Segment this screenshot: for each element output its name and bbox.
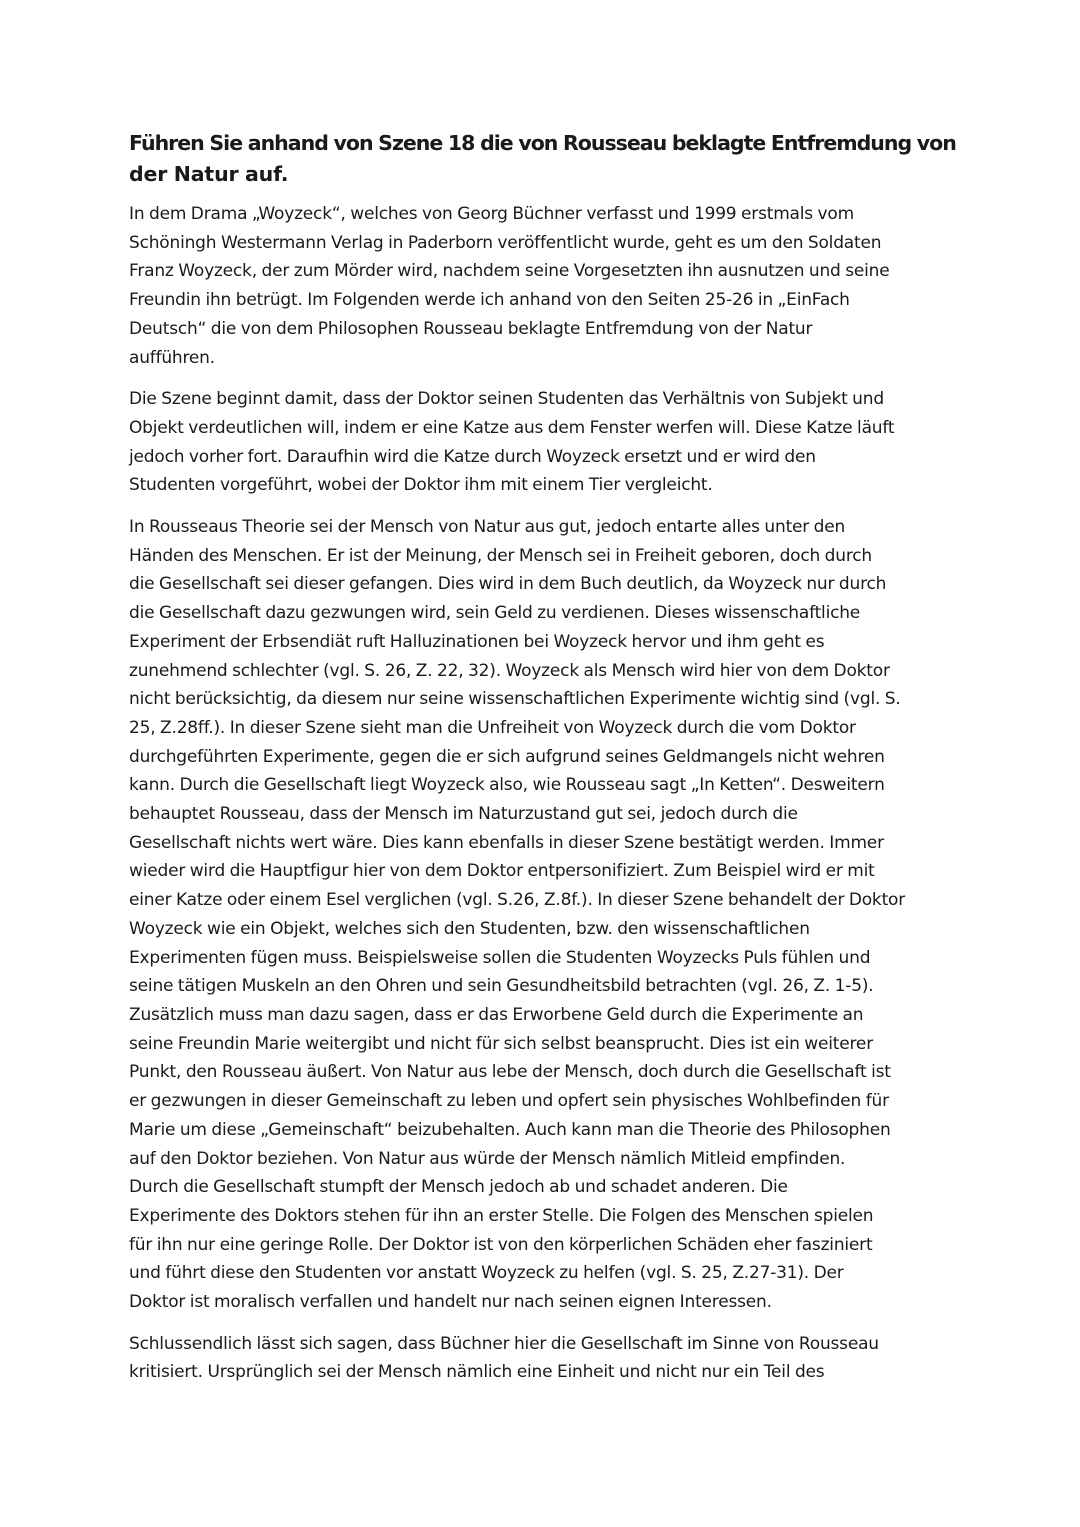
text-line: Schlussendlich lässt sich sagen, dass Büchner hier die Gesellschaft im Sinne von Rousseau — [129, 1333, 879, 1354]
text-line: Experimenten fügen muss. Beispielsweise sollen die Studenten Woyzecks Puls fühlen und — [129, 947, 871, 968]
text-line: kann. Durch die Gesellschaft liegt Woyzeck also, wie Rousseau sagt „In Ketten“. Desweitern — [129, 775, 885, 796]
paragraph-scene-summary — [129, 385, 959, 500]
text-line: Experiment der Erbsendiät ruft Halluzinationen bei Woyzeck hervor und ihm geht es — [129, 631, 825, 652]
text-line: Marie um diese „Gemeinschaft“ beizubehalten. Auch kann man die Theorie des Philosophen — [129, 1119, 891, 1140]
text-line: behauptet Rousseau, dass der Mensch im Naturzustand gut sei, jedoch durch die — [129, 804, 798, 825]
paragraph-analysis — [129, 513, 959, 1317]
text-line: einer Katze oder einem Esel verglichen (vgl. S.26, Z.8f.). In dieser Szene behandelt der Doktor — [129, 890, 906, 911]
text-line: Durch die Gesellschaft stumpft der Mensch jedoch ab und schadet anderen. Die — [129, 1177, 788, 1198]
text-line: Gesellschaft nichts wert wäre. Dies kann ebenfalls in dieser Szene bestätigt werden. Immer — [129, 832, 884, 853]
text-line: die Gesellschaft dazu gezwungen wird, sein Geld zu verdienen. Dieses wissenschaftliche — [129, 603, 861, 624]
text-line: Zusätzlich muss man dazu sagen, dass er das Erworbene Geld durch die Experimente an — [129, 1004, 864, 1025]
text-line: Studenten vorgeführt, wobei der Doktor ihm mit einem Tier vergleicht. — [129, 475, 713, 496]
text-line: zunehmend schlechter (vgl. S. 26, Z. 22, 32). Woyzeck als Mensch wird hier von dem Doktor — [129, 660, 890, 681]
paragraph-introduction — [129, 200, 959, 372]
paragraph-conclusion — [129, 1330, 959, 1387]
text-line: die Gesellschaft sei dieser gefangen. Dies wird in dem Buch deutlich, da Woyzeck nur durch — [129, 574, 887, 595]
text-line: Franz Woyzeck, der zum Mörder wird, nachdem seine Vorgesetzten ihn ausnutzen und seine — [129, 261, 890, 282]
page-title — [129, 128, 959, 190]
text-line: Händen des Menschen. Er ist der Meinung, der Mensch sei in Freiheit geboren, doch durch — [129, 545, 872, 566]
text-line: Doktor ist moralisch verfallen und handelt nur nach seinen eignen Interessen. — [129, 1292, 772, 1313]
text-line: er gezwungen in dieser Gemeinschaft zu leben und opfert sein physisches Wohlbefinden für — [129, 1091, 889, 1112]
text-line: Deutsch“ die von dem Philosophen Rousseau beklagte Entfremdung von der Natur — [129, 318, 813, 339]
text-line: durchgeführten Experimente, gegen die er sich aufgrund seines Geldmangels nicht wehren — [129, 746, 885, 767]
title-line: Führen Sie anhand von Szene 18 die von Rousseau beklagte Entfremdung von — [129, 131, 956, 155]
text-line: 25, Z.28ff.). In dieser Szene sieht man die Unfreiheit von Woyzeck durch die vom Doktor — [129, 717, 856, 738]
text-line: seine tätigen Muskeln an den Ohren und sein Gesundheitsbild betrachten (vgl. 26, Z. 1-5). — [129, 976, 874, 997]
text-line: In Rousseaus Theorie sei der Mensch von Natur aus gut, jedoch entarte alles unter den — [129, 517, 846, 538]
text-line: Punkt, den Rousseau äußert. Von Natur aus lebe der Mensch, doch durch die Gesellschaft ist — [129, 1062, 891, 1083]
text-line: kritisiert. Ursprünglich sei der Mensch nämlich eine Einheit und nicht nur ein Teil des — [129, 1362, 825, 1383]
text-line: Objekt verdeutlichen will, indem er eine Katze aus dem Fenster werfen will. Diese Katze läuft — [129, 417, 895, 438]
text-line: In dem Drama „Woyzeck“, welches von Georg Büchner verfasst und 1999 erstmals vom — [129, 204, 854, 224]
text-line: und führt diese den Studenten vor anstatt Woyzeck zu helfen (vgl. S. 25, Z.27-31). Der — [129, 1263, 844, 1284]
text-line: jedoch vorher fort. Daraufhin wird die Katze durch Woyzeck ersetzt und er wird den — [129, 446, 816, 467]
text-line: seine Freundin Marie weitergibt und nicht für sich selbst beansprucht. Dies ist ein weiterer — [129, 1033, 873, 1054]
text-line: Woyzeck wie ein Objekt, welches sich den Studenten, bzw. den wissenschaftlichen — [129, 918, 810, 939]
title-line: der Natur auf. — [129, 162, 289, 186]
text-line: Freundin ihn betrügt. Im Folgenden werde ich anhand von den Seiten 25-26 in „EinFach — [129, 290, 850, 311]
text-line: aufführen. — [129, 347, 215, 368]
text-line: Schöningh Westermann Verlag in Paderborn veröffentlicht wurde, geht es um den Soldaten — [129, 232, 882, 253]
document-body — [129, 128, 959, 1400]
text-line: nicht berücksichtig, da diesem nur seine wissenschaftlichen Experimente wichtig sind (vgl. S. — [129, 689, 901, 710]
text-line: Die Szene beginnt damit, dass der Doktor seinen Studenten das Verhältnis von Subjekt und — [129, 389, 884, 410]
text-line: auf den Doktor beziehen. Von Natur aus würde der Mensch nämlich Mitleid empfinden. — [129, 1148, 846, 1169]
text-line: wieder wird die Hauptfigur hier von dem Doktor entpersonifiziert. Zum Beispiel wird er mit — [129, 861, 875, 882]
text-line: für ihn nur eine geringe Rolle. Der Doktor ist von den körperlichen Schäden eher fasziniert — [129, 1234, 873, 1255]
text-line: Experimente des Doktors stehen für ihn an erster Stelle. Die Folgen des Menschen spielen — [129, 1205, 874, 1226]
